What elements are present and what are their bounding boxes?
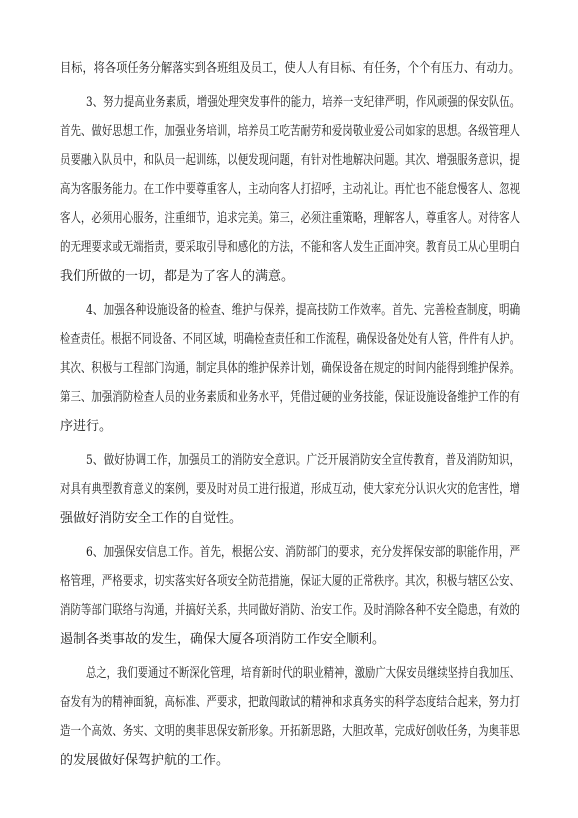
text-line: 遏制各类事故的发生，确保大厦各项消防工作安全顺利。 — [60, 632, 386, 647]
text-line: 奋发有为的精神面貌，高标准、严要求，把敢闯敢试的精神和求真务实的科学态度结合起来，努力打 — [60, 695, 521, 710]
text-line: 6、加强保安信息工作。首先，根据公安、消防部门的要求，充分发挥保安部的职能作用，严 — [86, 545, 521, 560]
text-line: 强做好消防安全工作的自觉性。 — [60, 511, 243, 526]
text-line: 的无理要求或无端指责，要采取引导和感化的方法，不能和客人发生正面冲突。教育员工从心里明白 — [60, 240, 521, 255]
text-line: 总之，我们要通过不断深化管理，培育新时代的职业精神，激励广大保安员继续坚持自我加压、 — [86, 666, 521, 681]
text-line: 目标，将各项任务分解落实到各班组及员工，使人人有目标、有任务，个个有压力、有动力。 — [60, 61, 521, 76]
text-line: 格管理，严格要求，切实落实好各项安全防范措施，保证大厦的正常秩序。其次，积极与辖区公安、 — [60, 574, 521, 589]
text-line: 第三、加强消防检查人员的业务素质和业务水平，凭借过硬的业务技能，保证设施设备维护工作的有 — [60, 390, 521, 405]
text-line: 消防等部门联络与沟通，并搞好关系，共同做好消防、治安工作。及时消除各种不安全隐患，有效的 — [60, 603, 521, 618]
text-line: 造一个高效、务实、文明的奥菲思保安新形象。开拓新思路，大胆改革，完成好创收任务，为奥菲思 — [60, 724, 521, 739]
text-line: 我们所做的一切，都是为了客人的满意。 — [60, 269, 295, 284]
text-line: 检查责任。根据不同设备、不同区域，明确检查责任和工作流程，确保设备处处有人管，件件有人护。 — [60, 332, 521, 347]
text-line: 高为客服务能力。在工作中要尊重客人，主动向客人打招呼，主动礼让。再忙也不能怠慢客人、忽视 — [60, 182, 521, 197]
text-line: 3、努力提高业务素质，增强处理突发事件的能力，培养一支纪律严明，作风顽强的保安队伍。 — [86, 95, 521, 110]
text-line: 员要融入队员中，和队员一起训练，以便发现问题，有针对性地解决问题。其次、增强服务意识，提 — [60, 153, 521, 168]
text-line: 4、加强各种设施设备的检查、维护与保养，提高技防工作效率。首先、完善检查制度，明确 — [86, 303, 521, 318]
text-line: 序进行。 — [60, 419, 113, 434]
text-line: 首先、做好思想工作，加强业务培训，培养员工吃苦耐劳和爱岗敬业爱公司如家的思想。各级管理人 — [60, 124, 521, 139]
text-line: 客人，必须用心服务，注重细节，追求完美。第三，必须注重策略，理解客人，尊重客人。对待客人 — [60, 211, 521, 226]
text-line: 5、做好协调工作，加强员工的消防安全意识。广泛开展消防安全宣传教育，普及消防知识， — [86, 453, 521, 468]
text-line: 的发展做好保驾护航的工作。 — [60, 753, 230, 768]
text-line: 对具有典型教育意义的案例，要及时对员工进行报道，形成互动，使大家充分认识火灾的危害性，增 — [60, 482, 521, 497]
text-line: 其次、积极与工程部门沟通，制定具体的维护保养计划，确保设备在规定的时间内能得到维护保养。 — [60, 361, 521, 376]
